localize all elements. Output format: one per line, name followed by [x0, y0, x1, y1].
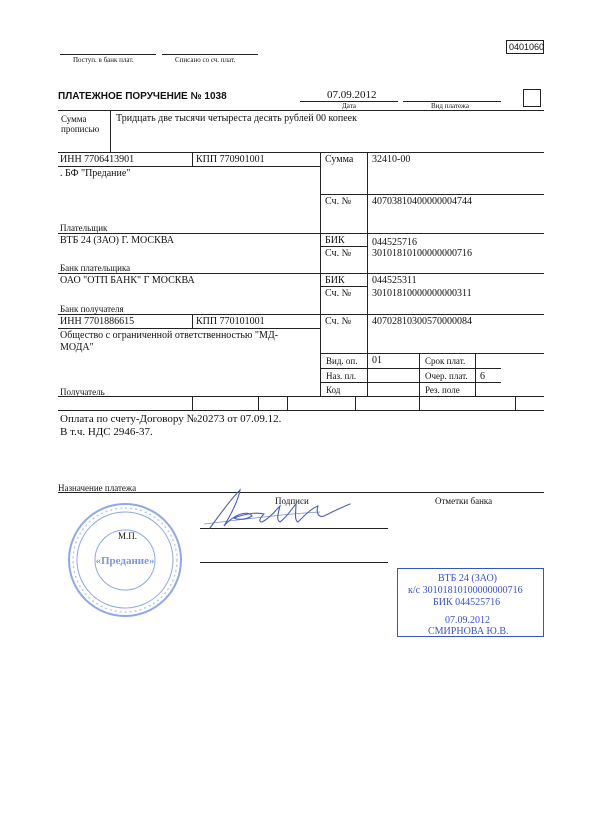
payee-bank-corr-label: Сч. № — [325, 288, 352, 299]
payee-bank-corr: 30101810000000000311 — [372, 288, 472, 299]
signature-line-2 — [200, 562, 388, 563]
payee-bank-label: Банк получателя — [60, 304, 124, 314]
payer-bank-bik: 044525716 — [372, 237, 417, 248]
seal-center-text: «Предание» — [95, 555, 155, 567]
handwritten-signature — [200, 484, 360, 534]
rule-payee — [58, 396, 544, 397]
amount-label: Сумма — [325, 154, 354, 165]
payer-account-label: Сч. № — [325, 196, 352, 207]
document-date: 07.09.2012 — [327, 89, 377, 101]
rule-payer — [58, 233, 544, 234]
rule-v-words — [110, 110, 111, 152]
op-type-value: 01 — [372, 355, 382, 366]
payment-type-box — [523, 89, 541, 107]
bank-stamp-line3: БИК 044525716 — [433, 597, 501, 608]
op-type-label: Вид. оп. — [326, 356, 358, 366]
rule-cell-4 — [355, 396, 356, 410]
bank-stamp-line5: СМИРНОВА Ю.В. — [428, 626, 509, 637]
date-label: Дата — [342, 102, 356, 110]
rule-top — [58, 110, 544, 111]
rule-v-mid — [320, 152, 321, 396]
payer-kpp: КПП 770901001 — [196, 154, 265, 165]
rule-pb-bik — [320, 246, 367, 247]
bank-marks-label: Отметки банка — [435, 496, 493, 506]
payee-account: 40702810300570000084 — [372, 316, 472, 327]
payee-name-line2: МОДА" — [60, 342, 94, 353]
payer-inn: ИНН 7706413901 — [60, 154, 135, 165]
mp-label: М.П. — [118, 531, 138, 541]
rule-v-right — [367, 152, 368, 396]
payee-account-label: Сч. № — [325, 316, 352, 327]
received-line — [60, 54, 156, 55]
bank-stamp-line2: к/с 30101810100000000716 — [408, 585, 523, 596]
rule-codes-2 — [320, 382, 501, 383]
payer-bank-name: ВТБ 24 (ЗАО) Г. МОСКВА — [60, 235, 174, 246]
purpose-line2: В т.ч. НДС 2946-37. — [60, 426, 153, 438]
purpose-line1: Оплата по счету-Договору №20273 от 07.09.12. — [60, 413, 282, 425]
debited-line — [162, 54, 258, 55]
payment-type-label: Вид платежа — [431, 102, 470, 110]
rule-cell-1 — [192, 396, 193, 410]
received-label: Поступ. в банк плат. — [73, 56, 134, 64]
organization-seal — [65, 500, 185, 620]
payee-kpp: КПП 770101001 — [196, 316, 265, 327]
payee-bank-bik-label: БИК — [325, 275, 345, 286]
rule-inn2 — [58, 328, 320, 329]
bank-stamp-line1: ВТБ 24 (ЗАО) — [438, 573, 498, 584]
payer-name: . БФ "Предание" — [60, 168, 131, 179]
payer-account: 40703810400000004744 — [372, 196, 472, 207]
bank-stamp-line4: 07.09.2012 — [445, 615, 490, 626]
signatures-label: Подписи — [275, 496, 309, 506]
amount-words-label-2: прописью — [61, 124, 100, 134]
code-label: Код — [326, 385, 341, 395]
rule-cell-2 — [258, 396, 259, 410]
rule-acct — [320, 194, 544, 195]
rule-cell-5 — [419, 396, 420, 410]
rule-v-codes — [419, 353, 420, 396]
rule-payee-bank — [58, 314, 544, 315]
rule-v-inn — [192, 152, 193, 166]
payee-label: Получатель — [60, 387, 105, 397]
payer-bank-bik-label: БИК — [325, 235, 345, 246]
rule-cell-3 — [287, 396, 288, 410]
rule-1 — [58, 152, 544, 153]
amount-words-value: Тридцать две тысячи четыреста десять рублей 00 копеек — [116, 113, 357, 124]
rule-cell-6 — [515, 396, 516, 410]
rule-v-codes2 — [475, 353, 476, 396]
payee-name-line1: Общество с ограниченной ответственностью "МД- — [60, 330, 279, 341]
rule-inn — [58, 166, 320, 167]
due-label: Срок плат. — [425, 356, 466, 366]
rule-cells — [58, 410, 544, 411]
priority-value: 6 — [480, 371, 485, 382]
rule-codes-top — [320, 353, 544, 354]
debited-label: Списано со сч. плат. — [175, 56, 236, 64]
rule-codes-1 — [320, 368, 501, 369]
payee-inn: ИНН 7701886615 — [60, 316, 135, 327]
rule-payer-bank — [58, 273, 544, 274]
payee-bank-bik: 044525311 — [372, 275, 417, 286]
purpose-label: Назначение платежа — [58, 483, 137, 493]
payee-bank-name: ОАО "ОТП БАНК" Г МОСКВА — [60, 275, 195, 286]
form-code: 0401060 — [509, 42, 545, 52]
rule-v-inn2 — [192, 314, 193, 328]
payer-bank-label: Банк плательщика — [60, 263, 131, 273]
payer-bank-corr-label: Сч. № — [325, 248, 352, 259]
rule-pyb-bik — [320, 286, 367, 287]
reserve-label: Рез. поле — [425, 385, 460, 395]
payer-label: Плательщик — [60, 223, 108, 233]
purpose-code-label: Наз. пл. — [326, 371, 357, 381]
priority-label: Очер. плат. — [425, 371, 468, 381]
amount-value: 32410-00 — [372, 154, 411, 165]
page-title: ПЛАТЕЖНОЕ ПОРУЧЕНИЕ № 1038 — [58, 91, 227, 102]
amount-words-label-1: Сумма — [61, 114, 87, 124]
payer-bank-corr: 30101810100000000716 — [372, 248, 472, 259]
